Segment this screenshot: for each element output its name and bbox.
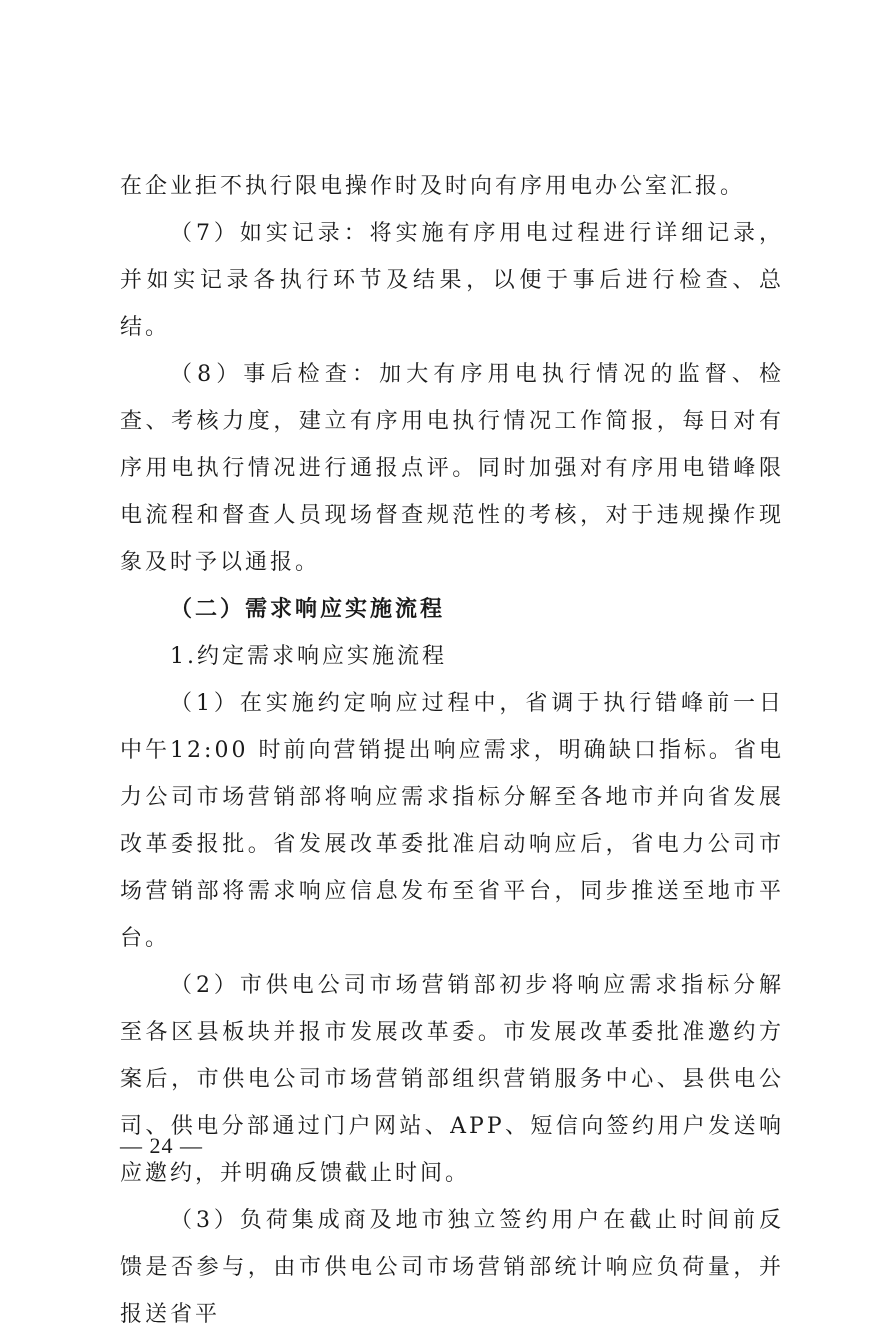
paragraph-item-2: （2）市供电公司市场营销部初步将响应需求指标分解至各区县板块并报市发展改革委。市发展改革委批准邀约方案后，市供电公司市场营销部组织营销服务中心、县供电公司、供电分部通过门户网站、APP、短信向签约用户发送响应邀约，并明确反馈截止时间。 — [120, 973, 784, 1186]
document-body — [120, 163, 784, 1338]
paragraph-continuation: 在企业拒不执行限电操作时及时向有序用电办公室汇报。 — [120, 174, 746, 199]
paragraph-item-8: （8）事后检查：加大有序用电执行情况的监督、检查、考核力度，建立有序用电执行情况工作简报，每日对有序用电执行情况进行通报点评。同时加强对有序用电错峰限电流程和督查人员现场督查规范性的考核，对于违规操作现象及时予以通报。 — [120, 362, 784, 575]
paragraph-item-3: （3）负荷集成商及地市独立签约用户在截止时间前反馈是否参与，由市供电公司市场营销部统计响应负荷量，并报送省平 — [120, 1208, 784, 1327]
section-heading: （二）需求响应实施流程 — [170, 596, 446, 622]
paragraph-item-1: （1）在实施约定响应过程中，省调于执行错峰前一日中午12:00 时前向营销提出响应需求，明确缺口指标。省电力公司市场营销部将响应需求指标分解至各地市并向省发展改革委报批。省发展改革委批准启动响应后，省电力公司市场营销部将需求响应信息发布至省平台，同步推送至地市平台。 — [120, 691, 784, 951]
subsection-heading: 1.约定需求响应实施流程 — [170, 644, 447, 669]
page-number: — 24 — — [120, 1133, 203, 1158]
paragraph-item-7: （7）如实记录：将实施有序用电过程进行详细记录，并如实记录各执行环节及结果，以便于事后进行检查、总结。 — [120, 221, 784, 340]
